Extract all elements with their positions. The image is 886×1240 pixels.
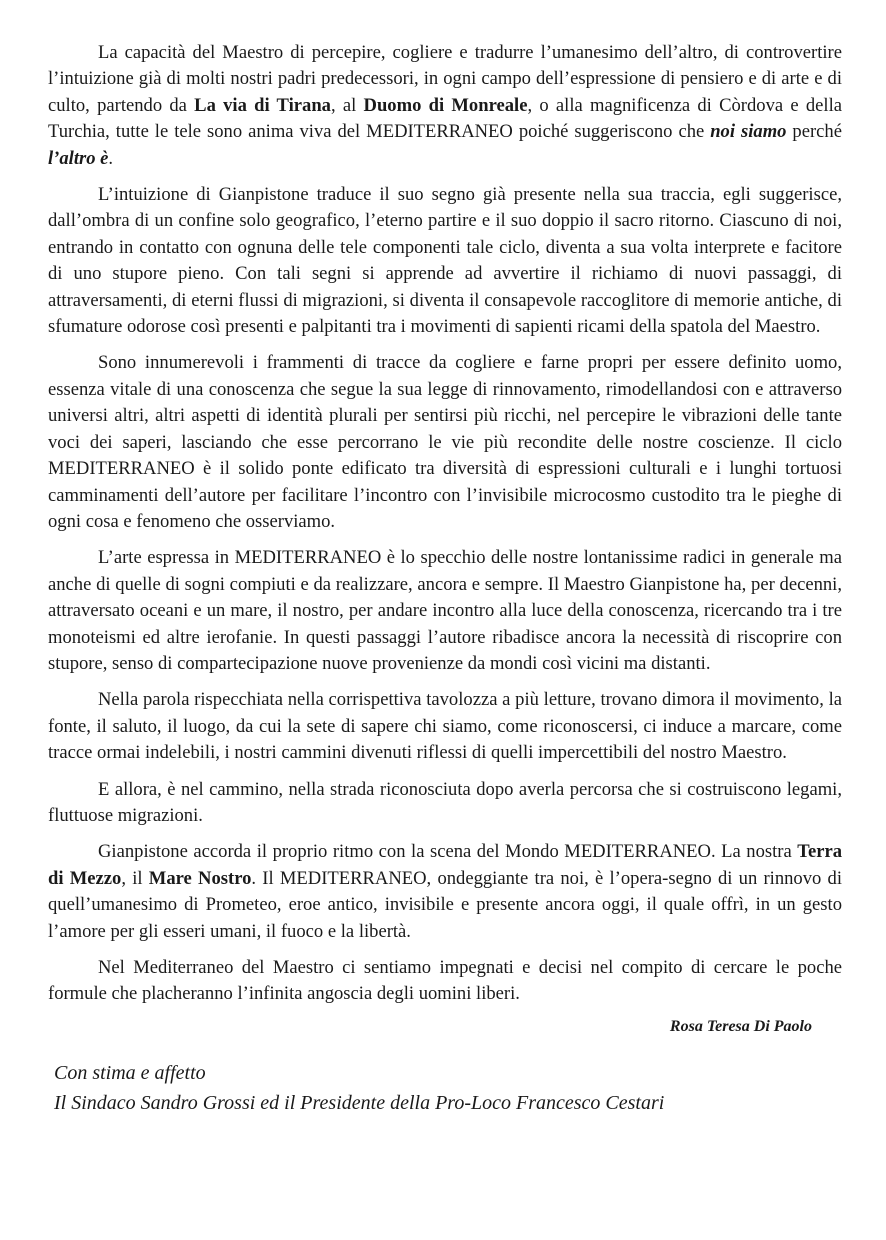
closing-greeting: Con stima e affetto: [54, 1061, 206, 1084]
bold-phrase: Terra di Mezzo: [48, 841, 842, 889]
paragraph-7: [48, 839, 842, 945]
text-run: , il: [121, 867, 149, 889]
bold-phrase: Mare Nostro: [148, 867, 252, 889]
paragraph-8: [48, 955, 842, 1008]
paragraph-4: [48, 545, 842, 677]
author-signature: Rosa Teresa Di Paolo: [669, 1017, 812, 1035]
emphasized-phrase: noi siamo: [710, 121, 787, 143]
text-run: La capacità del Maestro di percepire, cogliere e tradurre l’umanesimo dell’altro, di controvertire l’intuizione già di molti nostri padri predecessori, in ogni campo dell’espressione di pensiero e di arte e di culto, partendo da: [48, 42, 842, 116]
text-run: Nella parola rispecchiata nella corrispettiva tavolozza a più letture, trovano dimora il movimento, la fonte, il saluto, il luogo, da cui la sete di sapere chi siamo, come riconoscersi, ci induce a marcare, come tracce ormai indelebili, i nostri cammini divenuti riflessi di quelli impercettibili del nostro Maestro.: [48, 689, 842, 764]
text-run: Gianpistone accorda il proprio ritmo con la scena del Mondo MEDITERRANEO. La nostra: [98, 841, 798, 863]
bold-phrase: La via di Tirana: [194, 94, 331, 116]
text-run: Sono innumerevoli i frammenti di tracce da cogliere e farne propri per essere definito uomo, essenza vitale di una conoscenza che segue la sua legge di rinnovamento, rimodellandosi con e attraverso universi altri, altri aspetti di identità plurali per sentirsi più ricchi, nel percepire le vibrazioni delle tante voci dei saperi, lasciando che esse percorrano le vie più recondite delle nostre coscienze. Il ciclo MEDITERRANEO è il solido ponte edificato tra diversità di espressioni culturali e i lunghi tortuosi camminamenti dell’autore per facilitare l’incontro con l’invisibile microcosmo custodito tra le pieghe di ogni cosa e fenomeno che osserviamo.: [48, 352, 842, 532]
text-run: perché: [786, 121, 842, 143]
paragraph-3: [48, 350, 842, 535]
text-run: , al: [330, 94, 364, 116]
text-run: L’intuizione di Gianpistone traduce il suo segno già presente nella sua traccia, egli suggerisce, dall’ombra di un confine solo geografico, l’eterno partire e il suo doppio il sacro ritorno. Ciascuno di noi, entrando in contatto con ognuna delle tele componenti tale ciclo, diventa a sua volta interprete e facitore di uno stupore pieno. Con tali segni si apprende ad avvertire il richiamo di nuovi passaggi, di attraversamenti, di eterni flussi di migrazioni, si diventa il consapevole raccoglitore di memorie antiche, di sfumature odorose così presenti e palpitanti tra i movimenti di sapienti ricami della spatola del Maestro.: [48, 184, 842, 338]
body-text: [48, 40, 842, 1008]
paragraph-6: [48, 777, 842, 830]
closing-block: [54, 1058, 842, 1118]
paragraph-1: [48, 40, 842, 172]
text-run: . Il MEDITERRANEO, ondeggiante tra noi, è l’opera-segno di un rinnovo di quell’umanesimo di Prometeo, eroe antico, invisibile e presente ancora oggi, il quale offrì, in un gesto l’amore per gli esseri umani, il fuoco e la libertà.: [48, 867, 843, 942]
paragraph-2: [48, 182, 842, 340]
text-run: , o alla magnificenza di Còrdova e della Turchia, tutte le tele sono anima viva del MEDITERRANEO poiché suggeriscono che: [48, 94, 842, 143]
text-run: .: [108, 147, 114, 169]
emphasized-phrase: l’altro è: [48, 147, 109, 169]
closing-signatories: Il Sindaco Sandro Grossi ed il Presidente della Pro-Loco Francesco Cestari: [54, 1091, 665, 1114]
bold-phrase: Duomo di Monreale: [363, 94, 528, 116]
text-run: E allora, è nel cammino, nella strada riconosciuta dopo averla percorsa che si costruiscono legami, fluttuose migrazioni.: [48, 778, 842, 826]
text-run: L’arte espressa in MEDITERRANEO è lo specchio delle nostre lontanissime radici in generale ma anche di quelle di sogni compiuti e da realizzare, ancora e sempre. Il Maestro Gianpistone ha, per decenni, attraversato oceani e un mare, il nostro, per andare incontro alla luce della conoscenza, ricercando tra i tre monoteismi ed altre ierofanie. In questi passaggi l’autore ribadisce ancora la necessità di riscoprire con stupore, senso di compartecipazione nuove provenienze da mondi così vicini ma distanti.: [48, 547, 842, 674]
text-run: Nel Mediterraneo del Maestro ci sentiamo impegnati e decisi nel compito di cercare le poche formule che placheranno l’infinita angoscia degli uomini liberi.: [48, 957, 842, 1005]
paragraph-5: [48, 687, 842, 766]
